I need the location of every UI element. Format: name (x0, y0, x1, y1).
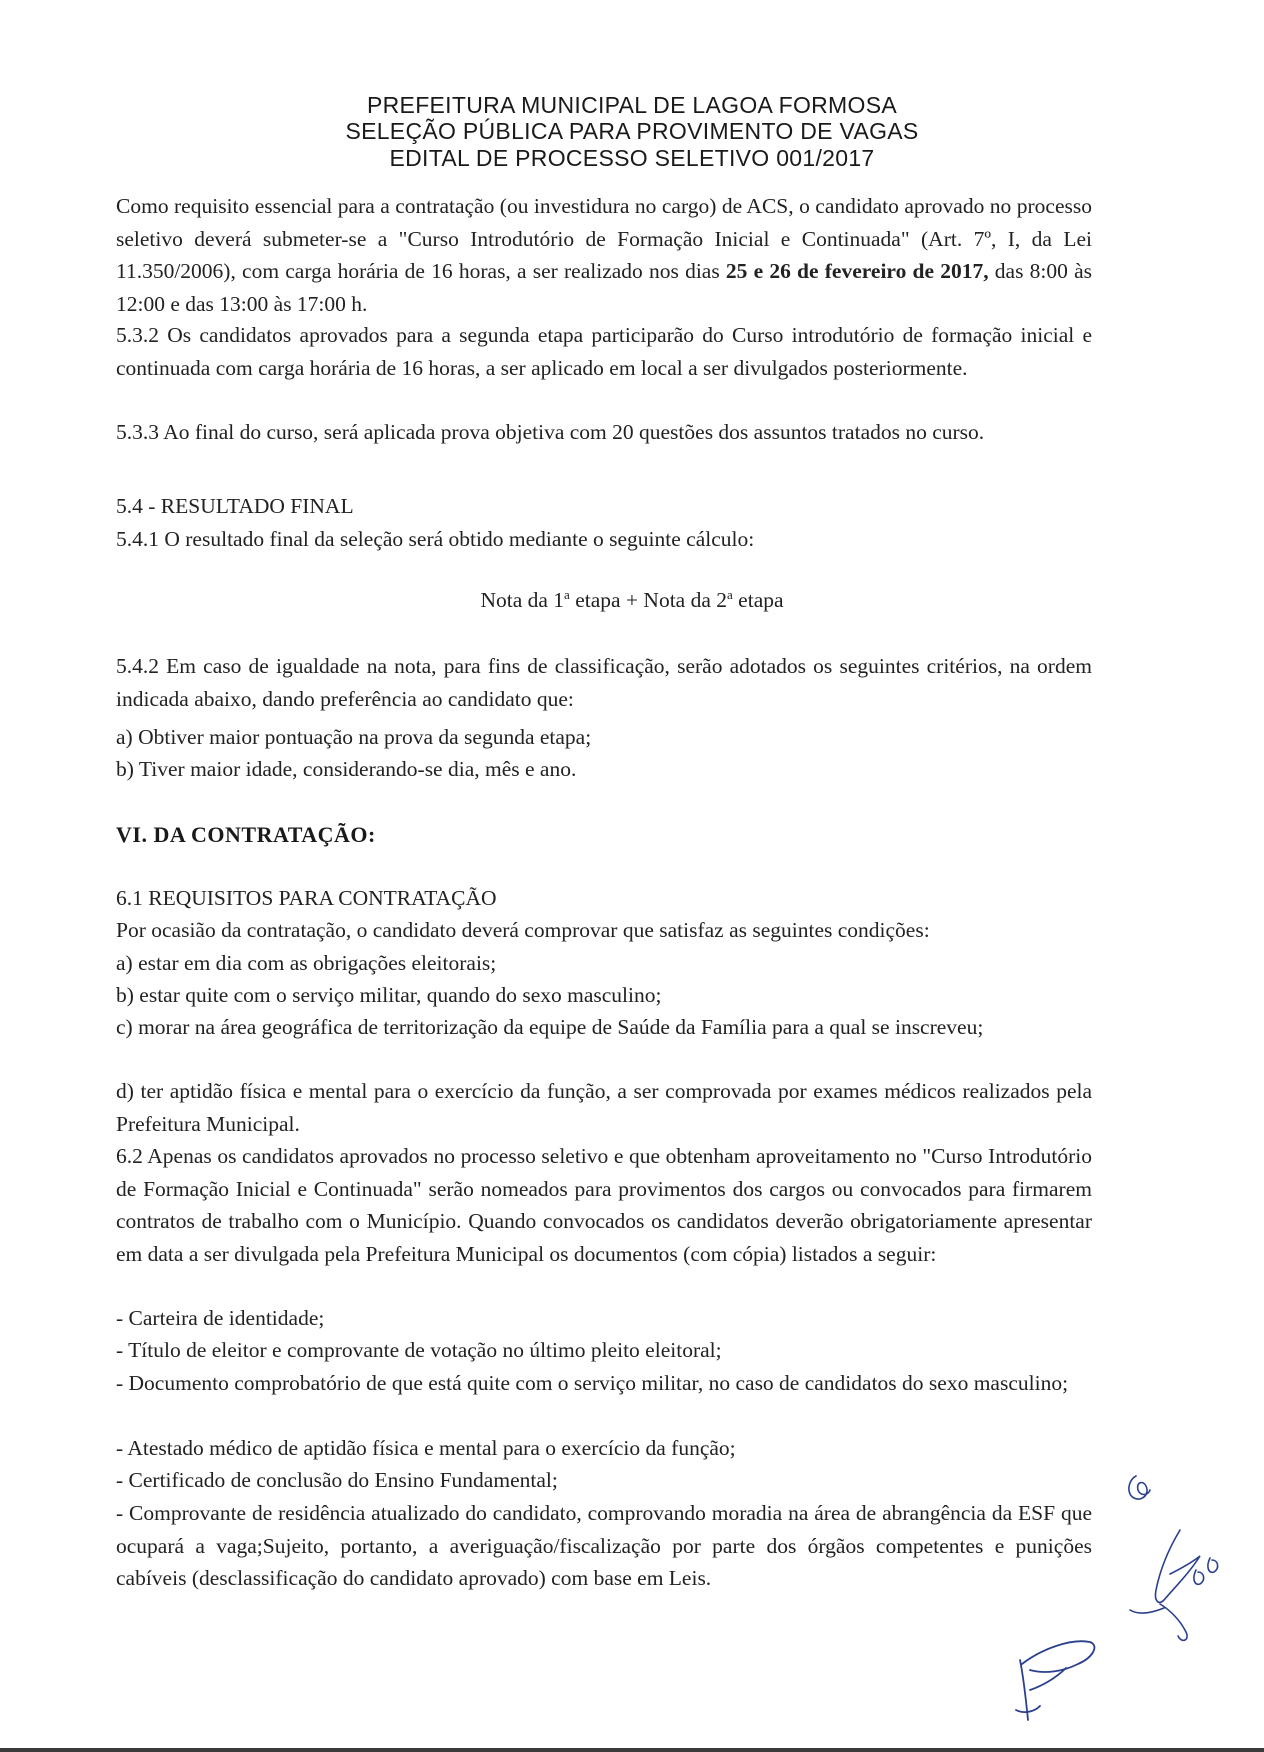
header-municipality: PREFEITURA MUNICIPAL DE LAGOA FORMOSA (367, 92, 897, 118)
formula-part-2: etapa + Nota da 2 (569, 588, 728, 612)
document-item-2: - Título de eleitor e comprovante de votação no último pleito eleitoral; (116, 1338, 722, 1362)
criteria-a: a) Obtiver maior pontuação na prova da segunda etapa; (116, 725, 592, 749)
final-score-formula (0, 588, 1264, 613)
criteria-b: b) Tiver maior idade, considerando-se dia, mês e ano. (116, 757, 577, 781)
document-item-3: - Documento comprobatório de que está quite com o serviço militar, no caso de candidatos do sexo masculino; (116, 1371, 1069, 1395)
document-item-4: - Atestado médico de aptidão física e mental para o exercício da função; (116, 1436, 736, 1460)
item-5-3-3: 5.3.3 Ao final do curso, será aplicada prova objetiva com 20 questões dos assuntos tratados no curso. (116, 420, 985, 444)
formula-sup-2: a (727, 587, 733, 602)
header-edital: EDITAL DE PROCESSO SELETIVO 001/2017 (389, 145, 875, 171)
item-6-1-heading: 6.1 REQUISITOS PARA CONTRATAÇÃO (116, 886, 497, 910)
section-vi-title: VI. DA CONTRATAÇÃO: (116, 822, 376, 847)
intro-hours: das 8:00 às 12:00 e das 13:00 às 17:00 h. (116, 259, 1092, 316)
intro-dates: 25 e 26 de fevereiro de 2017, (725, 259, 989, 283)
formula-part-3: etapa (732, 588, 784, 612)
scan-bottom-edge (0, 1748, 1264, 1752)
item-5-4-2: 5.4.2 Em caso de igualdade na nota, para fins de classificação, serão adotados os seguintes critérios, na ordem indicada abaixo, dando preferência ao candidato que: (116, 654, 1092, 711)
item-5-3-2: 5.3.2 Os candidatos aprovados para a segunda etapa participarão do Curso introdutório de formação inicial e continuada com carga horária de 16 horas, a ser aplicado em local a ser divulgados posteriormente. (116, 323, 1092, 380)
item-6-2: 6.2 Apenas os candidatos aprovados no processo seletivo e que obtenham aproveitamento no "Curso Introdutório de Formação Inicial e Continuada" serão nomeados para provimentos dos cargos ou convocados para firmarem contratos de trabalho com o Município. Quando convocados os candidatos deverão obrigatoriamente apresentar em data a ser divulgada pela Prefeitura Municipal os documentos (com cópia) listados a seguir: (116, 1144, 1092, 1266)
item-5-4-heading: 5.4 - RESULTADO FINAL (116, 494, 354, 518)
document-item-6: - Comprovante de residência atualizado do candidato, comprovando moradia na área de abrangência da ESF que ocupará a vaga;Sujeito, portanto, a averiguação/fiscalização por parte dos órgãos competentes e punições cabíveis (desclassificação do candidato aprovado) com base em Leis. (116, 1501, 1092, 1590)
intro-paragraph (116, 190, 1092, 320)
header-selection: SELEÇÃO PÚBLICA PARA PROVIMENTO DE VAGAS (345, 118, 919, 144)
formula-part-1: Nota da 1 (480, 588, 565, 612)
item-5-4-1: 5.4.1 O resultado final da seleção será obtido mediante o seguinte cálculo: (116, 527, 755, 551)
requirement-d: d) ter aptidão física e mental para o exercício da função, a ser comprovada por exames médicos realizados pela Prefeitura Municipal. (116, 1079, 1092, 1136)
item-6-1-intro: Por ocasião da contratação, o candidato deverá comprovar que satisfaz as seguintes condições: (116, 918, 930, 942)
document-item-1: - Carteira de identidade; (116, 1306, 325, 1330)
requirement-a: a) estar em dia com as obrigações eleitorais; (116, 951, 497, 975)
handwritten-initials-bottom (1000, 1620, 1110, 1730)
intro-text: Como requisito essencial para a contratação (ou investidura no cargo) de ACS, o candidato aprovado no processo seletivo deverá submeter-se a "Curso Introdutório de Formação Inicial e Continuada" (Art. 7º, I, da Lei 11.350/2006), com carga horária de 16 horas, a ser realizado nos dias (116, 194, 1092, 283)
requirement-c: c) morar na área geográfica de territorização da equipe de Saúde da Família para a qual se inscreveu; (116, 1015, 984, 1039)
handwritten-rubric-right (1120, 1460, 1240, 1650)
document-item-5: - Certificado de conclusão do Ensino Fundamental; (116, 1468, 558, 1492)
formula-sup-1: a (564, 587, 570, 602)
requirement-b: b) estar quite com o serviço militar, quando do sexo masculino; (116, 983, 662, 1007)
